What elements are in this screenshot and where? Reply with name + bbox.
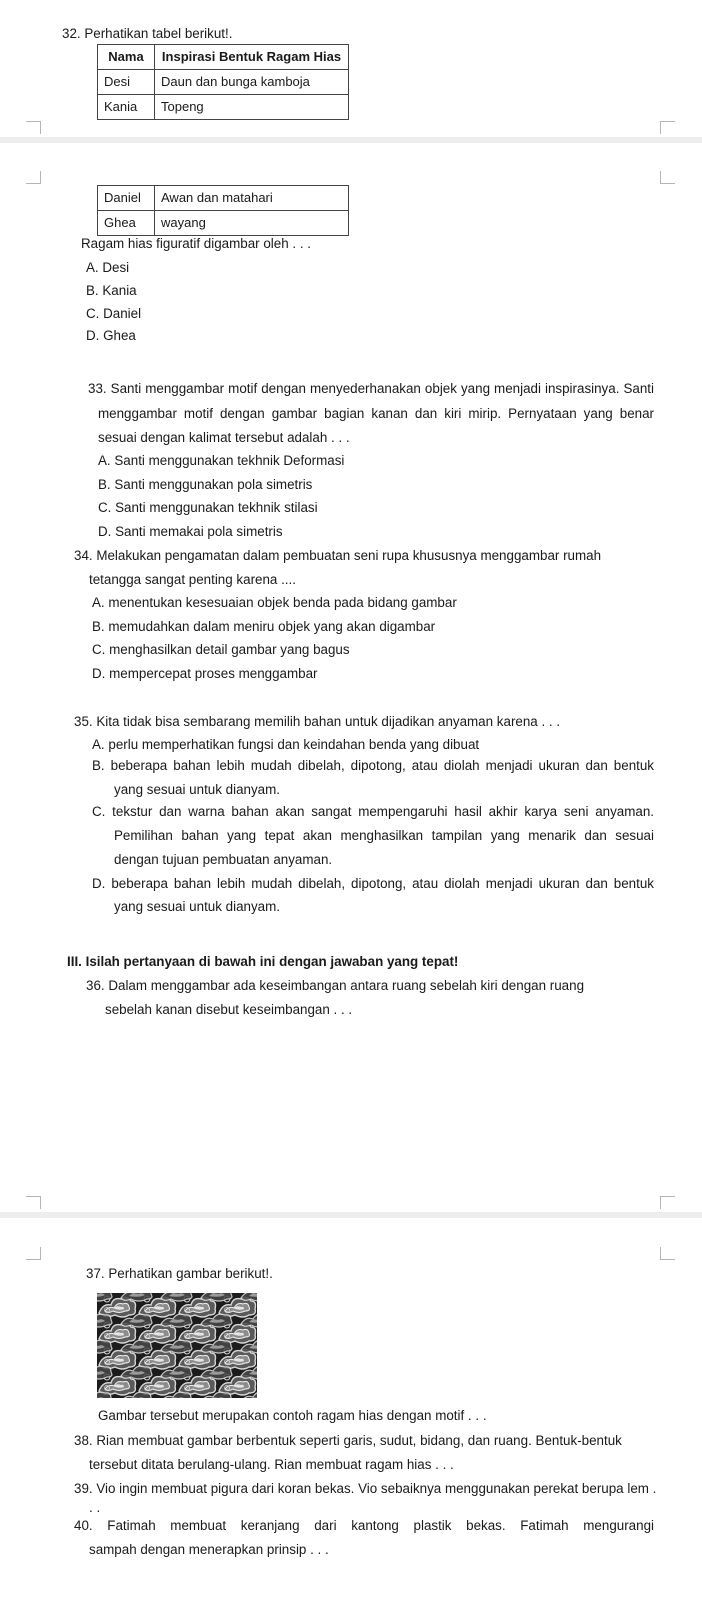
- q32-table-top: [97, 44, 349, 120]
- table-header-name: Nama: [98, 45, 155, 70]
- mega-mendung-batik-image: [97, 1293, 257, 1398]
- q35-stem: 35. Kita tidak bisa sembarang memilih bahan untuk dijadikan anyaman karena . . .: [74, 714, 561, 729]
- crop-mark: [660, 1196, 675, 1209]
- table-row: [98, 211, 349, 236]
- crop-mark: [26, 121, 41, 134]
- table-cell: Awan dan matahari: [155, 186, 349, 211]
- q40-line-1: 40. Fatimah membuat keranjang dari kantong plastik bekas. Fatimah mengurangi: [74, 1518, 654, 1533]
- table-row: [98, 186, 349, 211]
- page-gap: [0, 1212, 702, 1218]
- q34-line-1: 34. Melakukan pengamatan dalam pembuatan seni rupa khususnya menggambar rumah: [74, 548, 602, 563]
- section-3-heading: III. Isilah pertanyaan di bawah ini dengan jawaban yang tepat!: [67, 954, 459, 969]
- q35-option-b: B. beberapa bahan lebih mudah dibelah, dipotong, atau diolah menjadi ukuran dan bentuk: [92, 758, 654, 773]
- table-cell: Desi: [98, 70, 155, 95]
- table-cell: Daniel: [98, 186, 155, 211]
- q35-option-c: C. tekstur dan warna bahan akan sangat mempengaruhi hasil akhir karya seni anyaman.: [92, 804, 654, 819]
- crop-mark: [660, 1247, 675, 1260]
- q32-question: Ragam hias figuratif digambar oleh . . .: [81, 236, 311, 251]
- q32-option-c: C. Daniel: [86, 306, 142, 321]
- q32-option-b: B. Kania: [86, 283, 137, 298]
- crop-mark: [660, 171, 675, 184]
- q35-option-d: D. beberapa bahan lebih mudah dibelah, dipotong, atau diolah menjadi ukuran dan bentuk: [92, 876, 654, 891]
- q32-table-bottom: [97, 185, 349, 236]
- q33-option-a: A. Santi menggunakan tekhnik Deformasi: [98, 453, 345, 468]
- q33-line-1: 33. Santi menggambar motif dengan menyederhanakan objek yang menjadi inspirasinya. Santi: [88, 381, 654, 396]
- crop-mark: [26, 171, 41, 184]
- q38-line-2: tersebut ditata berulang-ulang. Rian membuat ragam hias . . .: [89, 1457, 454, 1472]
- crop-mark: [26, 1247, 41, 1260]
- table-cell: Kania: [98, 95, 155, 120]
- q34-option-c: C. menghasilkan detail gambar yang bagus: [92, 642, 350, 657]
- table-cell: Ghea: [98, 211, 155, 236]
- q33-line-3: sesuai dengan kalimat tersebut adalah . . .: [98, 430, 350, 445]
- table-row: [98, 70, 349, 95]
- q34-option-d: D. mempercepat proses menggambar: [92, 666, 318, 681]
- q34-option-b: B. memudahkan dalam meniru objek yang akan digambar: [92, 619, 436, 634]
- q35-option-a: A. perlu memperhatikan fungsi dan keindahan benda yang dibuat: [92, 737, 480, 752]
- q39-line-1: 39. Vio ingin membuat pigura dari koran bekas. Vio sebaiknya menggunakan perekat berupa lem .: [74, 1481, 657, 1496]
- q34-line-2: tetangga sangat penting karena ....: [89, 572, 296, 587]
- q35-option-c-cont-1: Pemilihan bahan yang tepat akan menghasilkan tampilan yang menarik dan sesuai: [114, 828, 654, 843]
- table-cell: Topeng: [155, 95, 349, 120]
- q35-option-c-cont-2: dengan tujuan pembuatan anyaman.: [114, 852, 333, 867]
- q33-line-2: menggambar motif dengan gambar bagian kanan dan kiri mirip. Pernyataan yang benar: [98, 406, 654, 421]
- q35-option-d-cont: yang sesuai untuk dianyam.: [114, 899, 280, 914]
- q37-caption: Gambar tersebut merupakan contoh ragam hias dengan motif . . .: [98, 1408, 487, 1423]
- crop-mark: [26, 1196, 41, 1209]
- q39-line-2: . .: [89, 1500, 101, 1515]
- q34-option-a: A. menentukan kesesuaian objek benda pada bidang gambar: [92, 595, 457, 610]
- q38-line-1: 38. Rian membuat gambar berbentuk seperti garis, sudut, bidang, dan ruang. Bentuk-bentuk: [74, 1433, 622, 1448]
- q32-option-a: A. Desi: [86, 260, 130, 275]
- q33-option-c: C. Santi menggunakan tekhnik stilasi: [98, 500, 318, 515]
- table-cell: Daun dan bunga kamboja: [155, 70, 349, 95]
- q36-line-1: 36. Dalam menggambar ada keseimbangan antara ruang sebelah kiri dengan ruang: [86, 978, 585, 993]
- q36-line-2: sebelah kanan disebut keseimbangan . . .: [105, 1002, 353, 1017]
- crop-mark: [660, 121, 675, 134]
- q35-option-b-cont: yang sesuai untuk dianyam.: [114, 782, 280, 797]
- q33-option-b: B. Santi menggunakan pola simetris: [98, 477, 313, 492]
- q32-stem: 32. Perhatikan tabel berikut!.: [62, 26, 233, 41]
- table-header-inspiration: Inspirasi Bentuk Ragam Hias: [155, 45, 349, 70]
- q33-option-d: D. Santi memakai pola simetris: [98, 524, 283, 539]
- q40-line-2: sampah dengan menerapkan prinsip . . .: [89, 1542, 329, 1557]
- q37-stem: 37. Perhatikan gambar berikut!.: [86, 1266, 273, 1281]
- table-row: [98, 95, 349, 120]
- q32-option-d: D. Ghea: [86, 328, 136, 343]
- table-cell: wayang: [155, 211, 349, 236]
- page-gap: [0, 137, 702, 143]
